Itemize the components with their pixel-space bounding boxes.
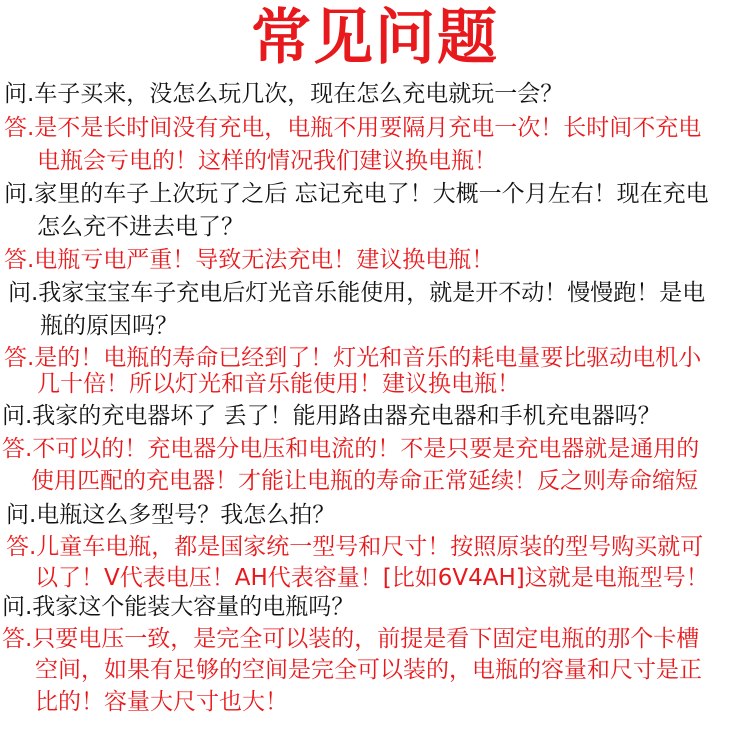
faq-answer-line: 几十倍！所以灯光和音乐能使用！建议换电瓶！ (37, 371, 520, 397)
faq-answer-line: 使用匹配的充电器！才能让电瓶的寿命正常延续！反之则寿命缩短 (31, 468, 698, 494)
faq-answer-line: 以了！V代表电压！AH代表容量！[比如6V4AH]这就是电瓶型号！ (35, 565, 709, 591)
faq-answer-line: 答.只要电压一致，是完全可以装的，前提是看下固定电瓶的那个卡槽 (2, 626, 700, 652)
faq-question-line: 问.车子买来，没怎么玩几次，现在怎么充电就玩一会？ (4, 81, 564, 107)
faq-question-line: 问.家里的车子上次玩了之后 忘记充电了！大概一个月左右！现在充电 (4, 181, 709, 207)
faq-question-line: 问.我家宝宝车子充电后灯光音乐能使用，就是开不动！慢慢跑！是电 (8, 280, 706, 306)
faq-answer-line: 比的！容量大尺寸也大！ (35, 689, 288, 715)
faq-question-line: 瓶的原因吗？ (40, 313, 178, 339)
faq-question-line: 问.电瓶这么多型号？我怎么拍？ (6, 502, 336, 528)
faq-answer-line: 答.电瓶亏电严重！导致无法充电！建议换电瓶！ (4, 247, 495, 273)
faq-question-line: 问.我家这个能装大容量的电瓶吗？ (2, 594, 355, 620)
faq-answer-line: 答.不可以的！充电器分电压和电流的！不是只要是充电器就是通用的 (2, 436, 700, 462)
faq-answer-line: 电瓶会亏电的！这样的情况我们建议换电瓶！ (37, 148, 497, 174)
faq-answer-line: 空间，如果有足够的空间是完全可以装的，电瓶的容量和尺寸是正 (35, 657, 702, 683)
faq-answer-line: 答.是的！电瓶的寿命已经到了！灯光和音乐的耗电量要比驱动电机小 (4, 345, 702, 371)
faq-answer-line: 答.是不是长时间没有充电，电瓶不用要隔月充电一次！长时间不充电 (4, 115, 702, 141)
page-title: 常见问题 (251, 3, 499, 73)
faq-answer-line: 答.儿童车电瓶，都是国家统一型号和尺寸！按照原装的型号购买就可 (6, 534, 704, 560)
faq-question-line: 怎么充不进去电了？ (37, 214, 244, 240)
faq-question-line: 问.我家的充电器坏了 丢了！能用路由器充电器和手机充电器吗？ (2, 403, 661, 429)
